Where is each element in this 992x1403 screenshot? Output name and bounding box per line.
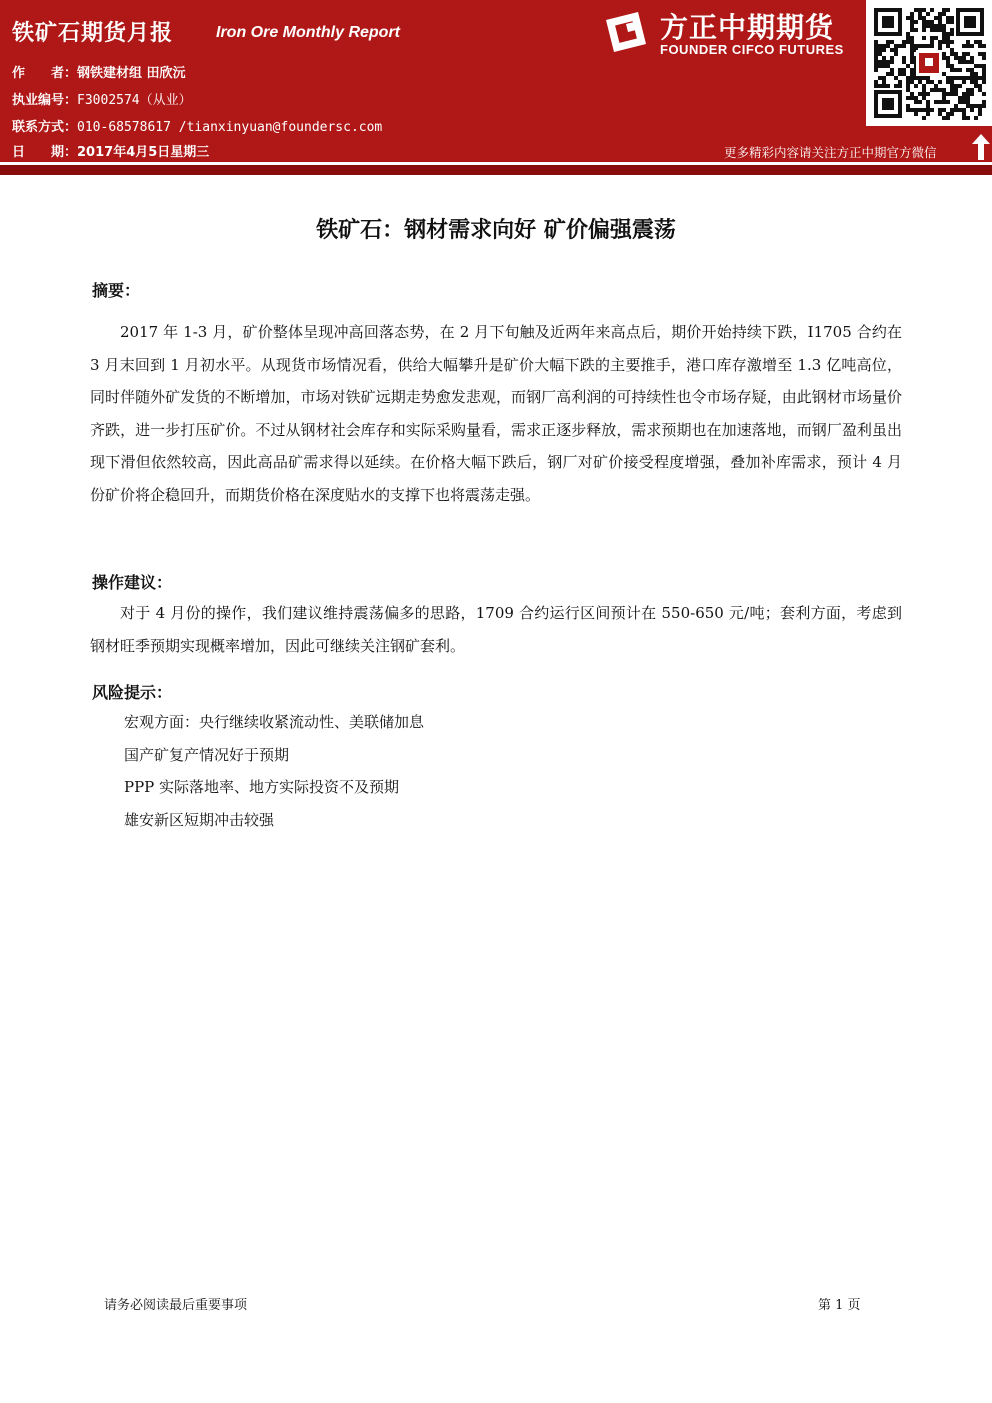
page-number: 第 1 页 [818,1298,861,1313]
advice-heading: 操作建议： [92,573,173,592]
document-title: 铁矿石：钢材需求向好 矿价偏强震荡 [316,218,676,243]
date-label: 日 期： [12,145,78,160]
license-value: F3002574（从业） [77,93,192,108]
report-title-en: Iron Ore Monthly Report [216,24,400,41]
risk-item: PPP 实际落地率、地方实际投资不及预期 [124,778,400,796]
date-row [12,141,209,160]
date-value: 2017年4月5日星期三 [77,145,210,160]
summary-paragraph: 2017 年 1-3 月，矿价整体呈现冲高回落态势，在 2 月下旬触及近两年来高点后，期价开始持续下跌，I1705 合约在 3 月末回到 1 月初水平。从现货市场情况看，供给大幅攀升是矿价大幅下跌的主要推手，港口库存激增至 1.3 亿吨高位，同时伴随外矿发货的不断增加，市场对铁矿远期走势愈发悲观，而钢厂高利润的可持续性也令市场存疑，由此钢材市场量价齐跌，进一步打压矿价。不过从钢材社会库存和实际采购量看，需求正逐步释放，需求预期也在加速落地，而钢厂盈利虽出现下滑但依然较高，因此高品矿需求得以延续。在价格大幅下跌后，钢厂对矿价接受程度增强，叠加补库需求，预计 4 月份矿价将企稳回升，而期货价格在深度贴水的支撑下也将震荡走强。 [90,323,902,504]
risk-item: 宏观方面：央行继续收紧流动性、美联储加息 [124,713,425,731]
qr-code [866,0,992,126]
license-row [12,89,192,108]
risk-heading: 风险提示： [92,683,173,702]
wechat-follow-note: 更多精彩内容请关注方正中期官方微信 [724,145,937,160]
summary-heading: 摘要： [92,281,141,300]
report-title-cn: 铁矿石期货月报 [12,21,174,46]
contact-value: 010-68578617 /tianxinyuan@foundersc.com [77,120,383,135]
report-header [0,0,992,162]
footer-notice: 请务必阅读最后重要事项 [104,1298,248,1313]
risk-item: 雄安新区短期冲击较强 [124,811,275,829]
contact-row [12,116,382,135]
author-value: 钢铁建材组 田欣沅 [77,66,186,81]
qr-code-icon [872,6,986,120]
advice-paragraph: 对于 4 月份的操作，我们建议维持震荡偏多的思路，1709 合约运行区间预计在 550-650 元/吨；套利方面，考虑到钢材旺季预期实现概率增加，因此可继续关注钢矿套利。 [90,604,902,655]
arrow-up-icon [972,134,990,164]
header-underbar [0,165,992,175]
brand-name-en: FOUNDER CIFCO FUTURES [660,42,844,57]
founder-logo-icon [604,10,648,54]
risk-item: 国产矿复产情况好于预期 [124,746,290,764]
license-label: 执业编号： [12,93,78,108]
author-row [12,62,186,81]
contact-label: 联系方式： [12,120,78,135]
brand-name-cn: 方正中期期货 [660,11,835,44]
author-label: 作 者： [12,66,78,81]
